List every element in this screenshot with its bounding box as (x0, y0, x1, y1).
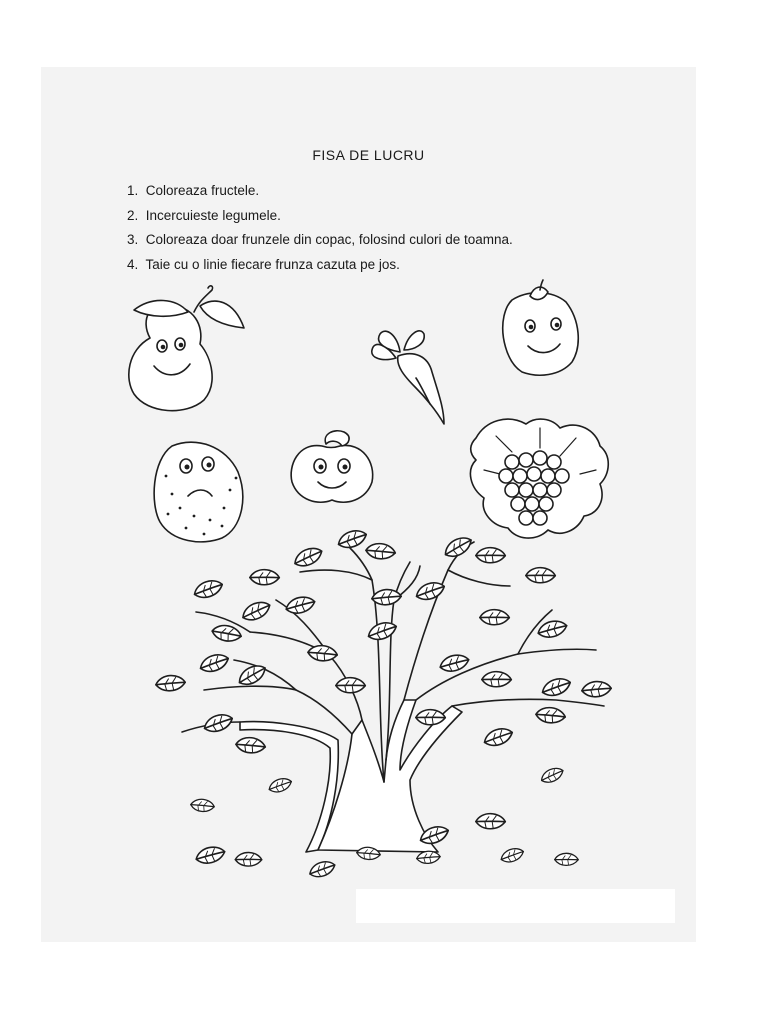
blank-label-box (356, 889, 675, 923)
instruction-item: 4. Taie cu o linie fiecare frunza cazuta pe jos. (127, 256, 400, 272)
tree-icon (182, 542, 604, 852)
worksheet-title: FISA DE LUCRU (312, 147, 425, 163)
instruction-item: 1. Coloreaza fructele. (127, 183, 260, 198)
instruction-item: 3. Coloreaza doar frunzele din copac, folosind culori de toamna. (127, 232, 513, 247)
pepper-icon (503, 280, 578, 375)
pear-icon (129, 286, 244, 411)
tree-leaves (155, 529, 611, 757)
grapes-icon (470, 419, 608, 538)
radish-icon (372, 331, 444, 424)
apple-icon (291, 431, 373, 503)
instruction-item: 2. Incercuieste legumele. (127, 207, 281, 223)
potato-icon (154, 442, 243, 542)
